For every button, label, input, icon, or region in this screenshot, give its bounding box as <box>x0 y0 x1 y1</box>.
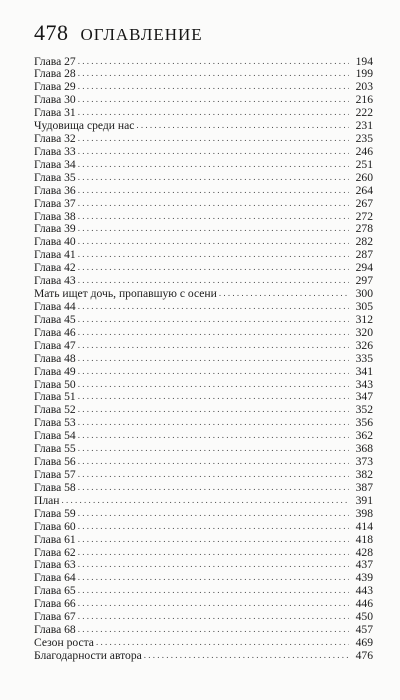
toc-entry-page: 305 <box>355 301 373 314</box>
dot-leader <box>78 366 349 378</box>
toc-entry-page: 476 <box>355 649 373 662</box>
toc-entry <box>34 133 373 146</box>
dot-leader <box>78 159 349 171</box>
toc-entry-title: Глава 34 <box>34 158 76 171</box>
dot-leader <box>78 417 349 429</box>
toc-entry <box>34 94 373 107</box>
toc-entry-title: Глава 28 <box>34 68 76 81</box>
toc-entry <box>34 275 373 288</box>
dot-leader <box>62 495 349 507</box>
toc-entry-page: 278 <box>355 223 373 236</box>
toc-entry <box>34 198 373 211</box>
toc-entry-title: Глава 30 <box>34 94 76 107</box>
toc-entry-title: Сезон роста <box>34 636 94 649</box>
dot-leader <box>78 598 349 610</box>
toc-entry-page: 282 <box>355 236 373 249</box>
toc-entry-title: Благодарности автора <box>34 649 142 662</box>
toc-entry-page: 335 <box>355 352 373 365</box>
toc-entry-title: Глава 55 <box>34 443 76 456</box>
toc-entry <box>34 404 373 417</box>
toc-entry-page: 260 <box>355 171 373 184</box>
toc-entry-title: Глава 61 <box>34 533 76 546</box>
toc-entry <box>34 120 373 133</box>
dot-leader <box>78 559 349 571</box>
toc-entry-page: 297 <box>355 275 373 288</box>
dot-leader <box>78 443 349 455</box>
toc-entry <box>34 559 373 572</box>
toc-entry <box>34 340 373 353</box>
toc-entry-title: Глава 50 <box>34 378 76 391</box>
toc-entry <box>34 301 373 314</box>
toc-entry <box>34 417 373 430</box>
toc-entry-title: Глава 40 <box>34 236 76 249</box>
toc-entry <box>34 172 373 185</box>
dot-leader <box>78 469 349 481</box>
toc-entry <box>34 223 373 236</box>
toc-entry <box>34 521 373 534</box>
toc-entry-title: Глава 49 <box>34 365 76 378</box>
toc-entry-title: Глава 36 <box>34 184 76 197</box>
toc-entry-page: 373 <box>355 456 373 469</box>
toc-entry-title: Глава 41 <box>34 249 76 262</box>
toc-entry-title: Глава 27 <box>34 55 76 68</box>
dot-leader <box>78 404 349 416</box>
toc-entry-page: 326 <box>355 339 373 352</box>
toc-entry <box>34 469 373 482</box>
toc-entry-title: Глава 57 <box>34 469 76 481</box>
toc-entry <box>34 107 373 120</box>
toc-entry <box>34 353 373 366</box>
toc-entry-page: 216 <box>355 94 373 107</box>
dot-leader <box>78 236 349 248</box>
toc-entry-page: 391 <box>355 494 373 507</box>
dot-leader <box>78 107 349 119</box>
dot-leader <box>78 430 349 442</box>
toc-entry-page: 231 <box>355 120 373 133</box>
toc-entry-title: Глава 66 <box>34 598 76 611</box>
toc-entry <box>34 146 373 159</box>
toc-entry-page: 272 <box>355 210 373 223</box>
dot-leader <box>78 611 349 623</box>
toc-entry-title: Глава 53 <box>34 417 76 430</box>
toc-entry <box>34 611 373 624</box>
dot-leader <box>78 379 349 391</box>
toc-entry-title: Глава 46 <box>34 326 76 339</box>
toc-entry-title: Глава 67 <box>34 611 76 624</box>
toc-entry-title: Глава 32 <box>34 133 76 146</box>
dot-leader <box>78 534 349 546</box>
toc-entry <box>34 379 373 392</box>
toc-entry-title: Глава 60 <box>34 520 76 533</box>
page-number: 478 <box>34 20 69 45</box>
toc-entry-page: 414 <box>355 520 373 533</box>
dot-leader <box>78 340 349 352</box>
toc-entry <box>34 650 373 663</box>
toc-entry-title: Глава 59 <box>34 507 76 520</box>
toc-entry <box>34 391 373 404</box>
toc-entry-page: 294 <box>355 262 373 275</box>
toc-entry <box>34 211 373 224</box>
toc-entry <box>34 624 373 637</box>
dot-leader <box>78 301 349 313</box>
toc-entry <box>34 572 373 585</box>
dot-leader <box>78 81 349 93</box>
toc-entry <box>34 534 373 547</box>
toc-entry-page: 251 <box>355 158 373 171</box>
toc-entry-title: Глава 51 <box>34 391 76 404</box>
dot-leader <box>78 521 349 533</box>
dot-leader <box>78 94 349 106</box>
dot-leader <box>78 146 349 158</box>
toc-entry-page: 347 <box>355 391 373 404</box>
toc-entry-title: Глава 45 <box>34 313 76 326</box>
dot-leader <box>78 547 349 559</box>
toc-entry-title: Глава 44 <box>34 301 76 314</box>
toc-entry-page: 382 <box>355 469 373 481</box>
toc-entry-title: Глава 48 <box>34 352 76 365</box>
toc-entry-page: 457 <box>355 624 373 637</box>
toc-entry-page: 443 <box>355 585 373 598</box>
toc-entry-page: 287 <box>355 249 373 262</box>
toc-entry-title: Глава 29 <box>34 81 76 94</box>
toc-entry <box>34 81 373 94</box>
dot-leader <box>78 585 349 597</box>
toc-entry-title: Мать ищет дочь, пропавшую с осени <box>34 288 217 301</box>
dot-leader <box>78 482 349 494</box>
dot-leader <box>219 288 349 300</box>
toc-entry-page: 356 <box>355 417 373 430</box>
toc-entry-title: Глава 31 <box>34 107 76 120</box>
toc-entry-title: Глава 33 <box>34 145 76 158</box>
toc-entry-page: 469 <box>355 636 373 649</box>
toc-entry <box>34 159 373 172</box>
toc-entry <box>34 185 373 198</box>
toc-entry-page: 246 <box>355 145 373 158</box>
toc-entry-title: Глава 65 <box>34 585 76 598</box>
section-title: ОГЛАВЛЕНИЕ <box>80 25 203 44</box>
dot-leader <box>78 249 349 261</box>
toc-entry-title: Глава 68 <box>34 624 76 637</box>
toc-entry-title: Глава 62 <box>34 546 76 559</box>
toc-entry <box>34 314 373 327</box>
toc-entry-page: 343 <box>355 378 373 391</box>
toc-entry <box>34 585 373 598</box>
toc-entry-page: 222 <box>355 107 373 120</box>
toc-entry-title: Глава 38 <box>34 210 76 223</box>
dot-leader <box>78 327 349 339</box>
toc-entry <box>34 547 373 560</box>
toc-entry-page: 450 <box>355 611 373 624</box>
toc-entry <box>34 637 373 650</box>
dot-leader <box>78 56 349 68</box>
toc-entry <box>34 495 373 508</box>
toc-entry-title: Глава 56 <box>34 456 76 469</box>
dot-leader <box>78 275 349 287</box>
toc-entry-page: 398 <box>355 507 373 520</box>
dot-leader <box>78 353 349 365</box>
toc-entry-title: Чудовища среди нас <box>34 120 135 133</box>
toc-entry <box>34 508 373 521</box>
toc-entry <box>34 249 373 262</box>
toc-entry <box>34 598 373 611</box>
toc-entry <box>34 288 373 301</box>
toc-entry-page: 267 <box>355 197 373 210</box>
toc-entry-page: 194 <box>355 55 373 68</box>
toc-entry <box>34 456 373 469</box>
dot-leader <box>78 223 349 235</box>
toc-entry-page: 341 <box>355 365 373 378</box>
toc-entry-page: 439 <box>355 572 373 585</box>
toc-entry <box>34 236 373 249</box>
toc-entry-page: 428 <box>355 546 373 559</box>
toc-entry-title: Глава 47 <box>34 339 76 352</box>
dot-leader <box>78 133 349 145</box>
toc-entry-page: 199 <box>355 68 373 81</box>
dot-leader <box>78 314 349 326</box>
dot-leader <box>78 624 349 636</box>
dot-leader <box>78 508 349 520</box>
toc-entry-title: Глава 54 <box>34 430 76 443</box>
toc-entry-title: Глава 37 <box>34 197 76 210</box>
toc-entry <box>34 68 373 81</box>
toc-entry-title: Глава 63 <box>34 559 76 572</box>
dot-leader <box>78 262 349 274</box>
toc-entry-page: 264 <box>355 184 373 197</box>
toc-entry-title: Глава 52 <box>34 404 76 417</box>
toc-entry-page: 320 <box>355 326 373 339</box>
table-of-contents <box>34 56 373 663</box>
toc-entry-title: Глава 58 <box>34 481 76 494</box>
dot-leader <box>144 650 349 662</box>
running-header <box>34 20 203 48</box>
toc-entry-page: 203 <box>355 81 373 94</box>
toc-entry <box>34 482 373 495</box>
dot-leader <box>78 211 349 223</box>
toc-entry-page: 352 <box>355 404 373 417</box>
toc-entry-title: План <box>34 494 60 507</box>
toc-entry <box>34 56 373 69</box>
toc-entry-page: 312 <box>355 313 373 326</box>
toc-entry <box>34 327 373 340</box>
toc-entry <box>34 262 373 275</box>
toc-entry <box>34 430 373 443</box>
toc-entry-page: 387 <box>355 481 373 494</box>
dot-leader <box>78 198 349 210</box>
toc-entry-title: Глава 43 <box>34 275 76 288</box>
toc-entry-page: 235 <box>355 133 373 146</box>
toc-entry-title: Глава 35 <box>34 171 76 184</box>
toc-entry-title: Глава 64 <box>34 572 76 585</box>
toc-entry-title: Глава 42 <box>34 262 76 275</box>
toc-entry-page: 437 <box>355 559 373 572</box>
toc-entry <box>34 366 373 379</box>
dot-leader <box>78 456 349 468</box>
dot-leader <box>96 637 349 649</box>
dot-leader <box>136 120 349 132</box>
dot-leader <box>78 572 349 584</box>
dot-leader <box>78 172 349 184</box>
dot-leader <box>78 391 349 403</box>
toc-entry <box>34 443 373 456</box>
toc-entry-title: Глава 39 <box>34 223 76 236</box>
toc-entry-page: 418 <box>355 533 373 546</box>
toc-entry-page: 446 <box>355 598 373 611</box>
dot-leader <box>78 68 349 80</box>
dot-leader <box>78 185 349 197</box>
toc-entry-page: 300 <box>355 288 373 301</box>
toc-entry-page: 362 <box>355 430 373 443</box>
toc-entry-page: 368 <box>355 443 373 456</box>
